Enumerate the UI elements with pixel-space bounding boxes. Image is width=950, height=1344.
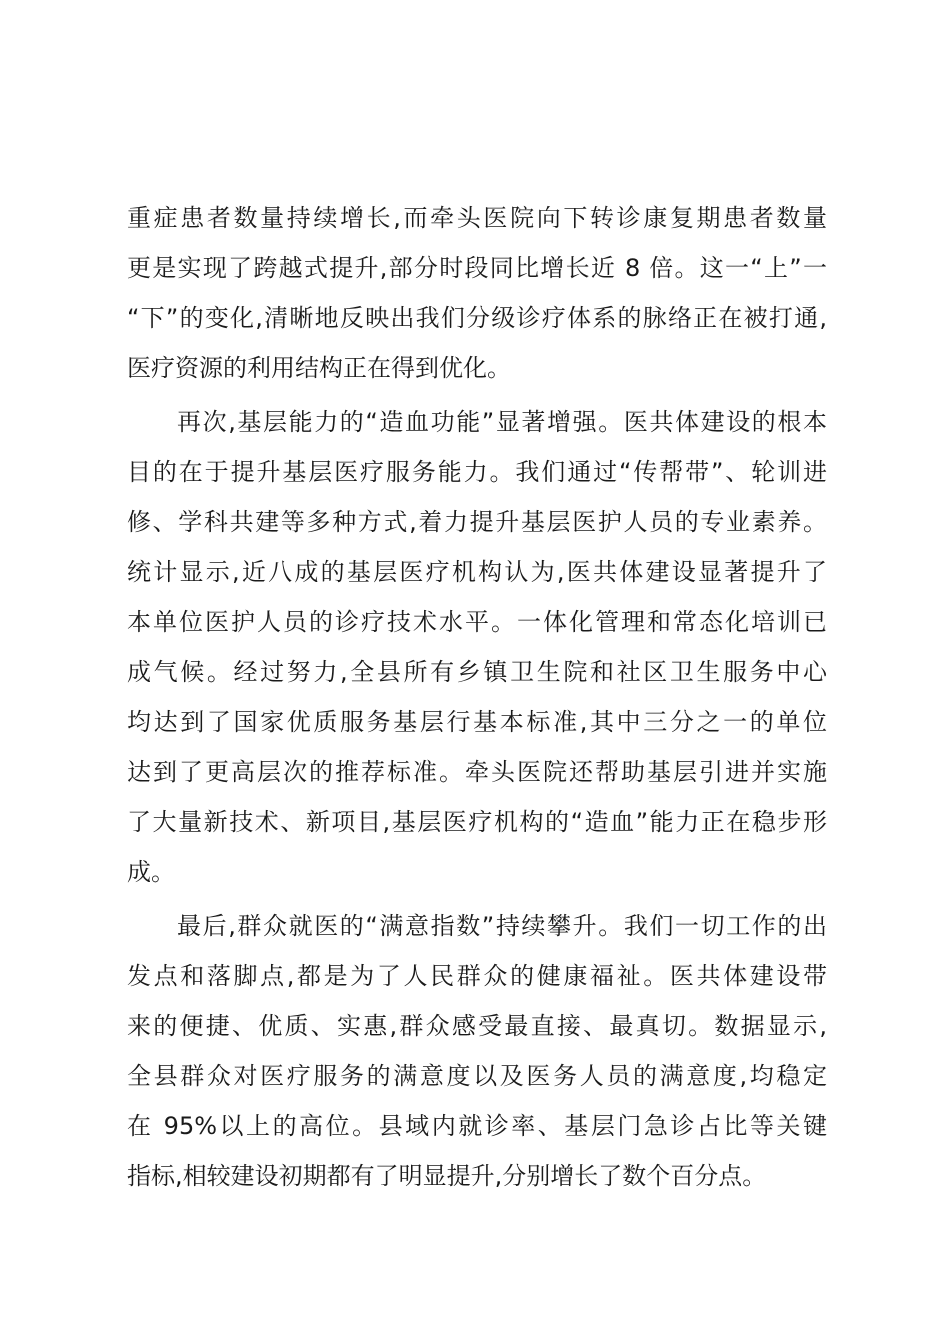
paragraph-3 <box>127 901 827 1201</box>
text-line: 均达到了国家优质服务基层行基本标准,其中三分之一的单位 <box>127 708 827 736</box>
body-text <box>127 193 827 1201</box>
text-line: 指标,相较建设初期都有了明显提升,分别增长了数个百分点。 <box>127 1162 767 1190</box>
text-line: 来的便捷、优质、实惠,群众感受最直接、最真切。数据显示, <box>127 1012 827 1040</box>
text-line: 重症患者数量持续增长,而牵头医院向下转诊康复期患者数量 <box>127 204 827 232</box>
paragraph-2 <box>127 397 827 897</box>
text-line: 在 95%以上的高位。县域内就诊率、基层门急诊占比等关键 <box>127 1112 827 1140</box>
text-line: 医疗资源的利用结构正在得到优化。 <box>127 354 511 382</box>
text-line: 目的在于提升基层医疗服务能力。我们通过“传帮带”、轮训进 <box>127 458 827 486</box>
text-line: 再次,基层能力的“造血功能”显著增强。医共体建设的根本 <box>177 408 827 436</box>
text-line: 更是实现了跨越式提升,部分时段同比增长近 8 倍。这一“上”一 <box>127 254 827 282</box>
text-line: 了大量新技术、新项目,基层医疗机构的“造血”能力正在稳步形 <box>127 808 827 836</box>
text-line: 全县群众对医疗服务的满意度以及医务人员的满意度,均稳定 <box>127 1062 827 1090</box>
text-line: “下”的变化,清晰地反映出我们分级诊疗体系的脉络正在被打通, <box>127 304 827 332</box>
text-line: 修、学科共建等多种方式,着力提升基层医护人员的专业素养。 <box>127 508 827 536</box>
text-line: 达到了更高层次的推荐标准。牵头医院还帮助基层引进并实施 <box>127 758 827 786</box>
text-line: 发点和落脚点,都是为了人民群众的健康福祉。医共体建设带 <box>127 962 827 990</box>
text-line: 最后,群众就医的“满意指数”持续攀升。我们一切工作的出 <box>177 912 827 940</box>
text-line: 成。 <box>127 858 175 886</box>
paragraph-1 <box>127 193 827 393</box>
text-line: 统计显示,近八成的基层医疗机构认为,医共体建设显著提升了 <box>127 558 827 586</box>
text-line: 成气候。经过努力,全县所有乡镇卫生院和社区卫生服务中心 <box>127 658 827 686</box>
text-line: 本单位医护人员的诊疗技术水平。一体化管理和常态化培训已 <box>127 608 827 636</box>
